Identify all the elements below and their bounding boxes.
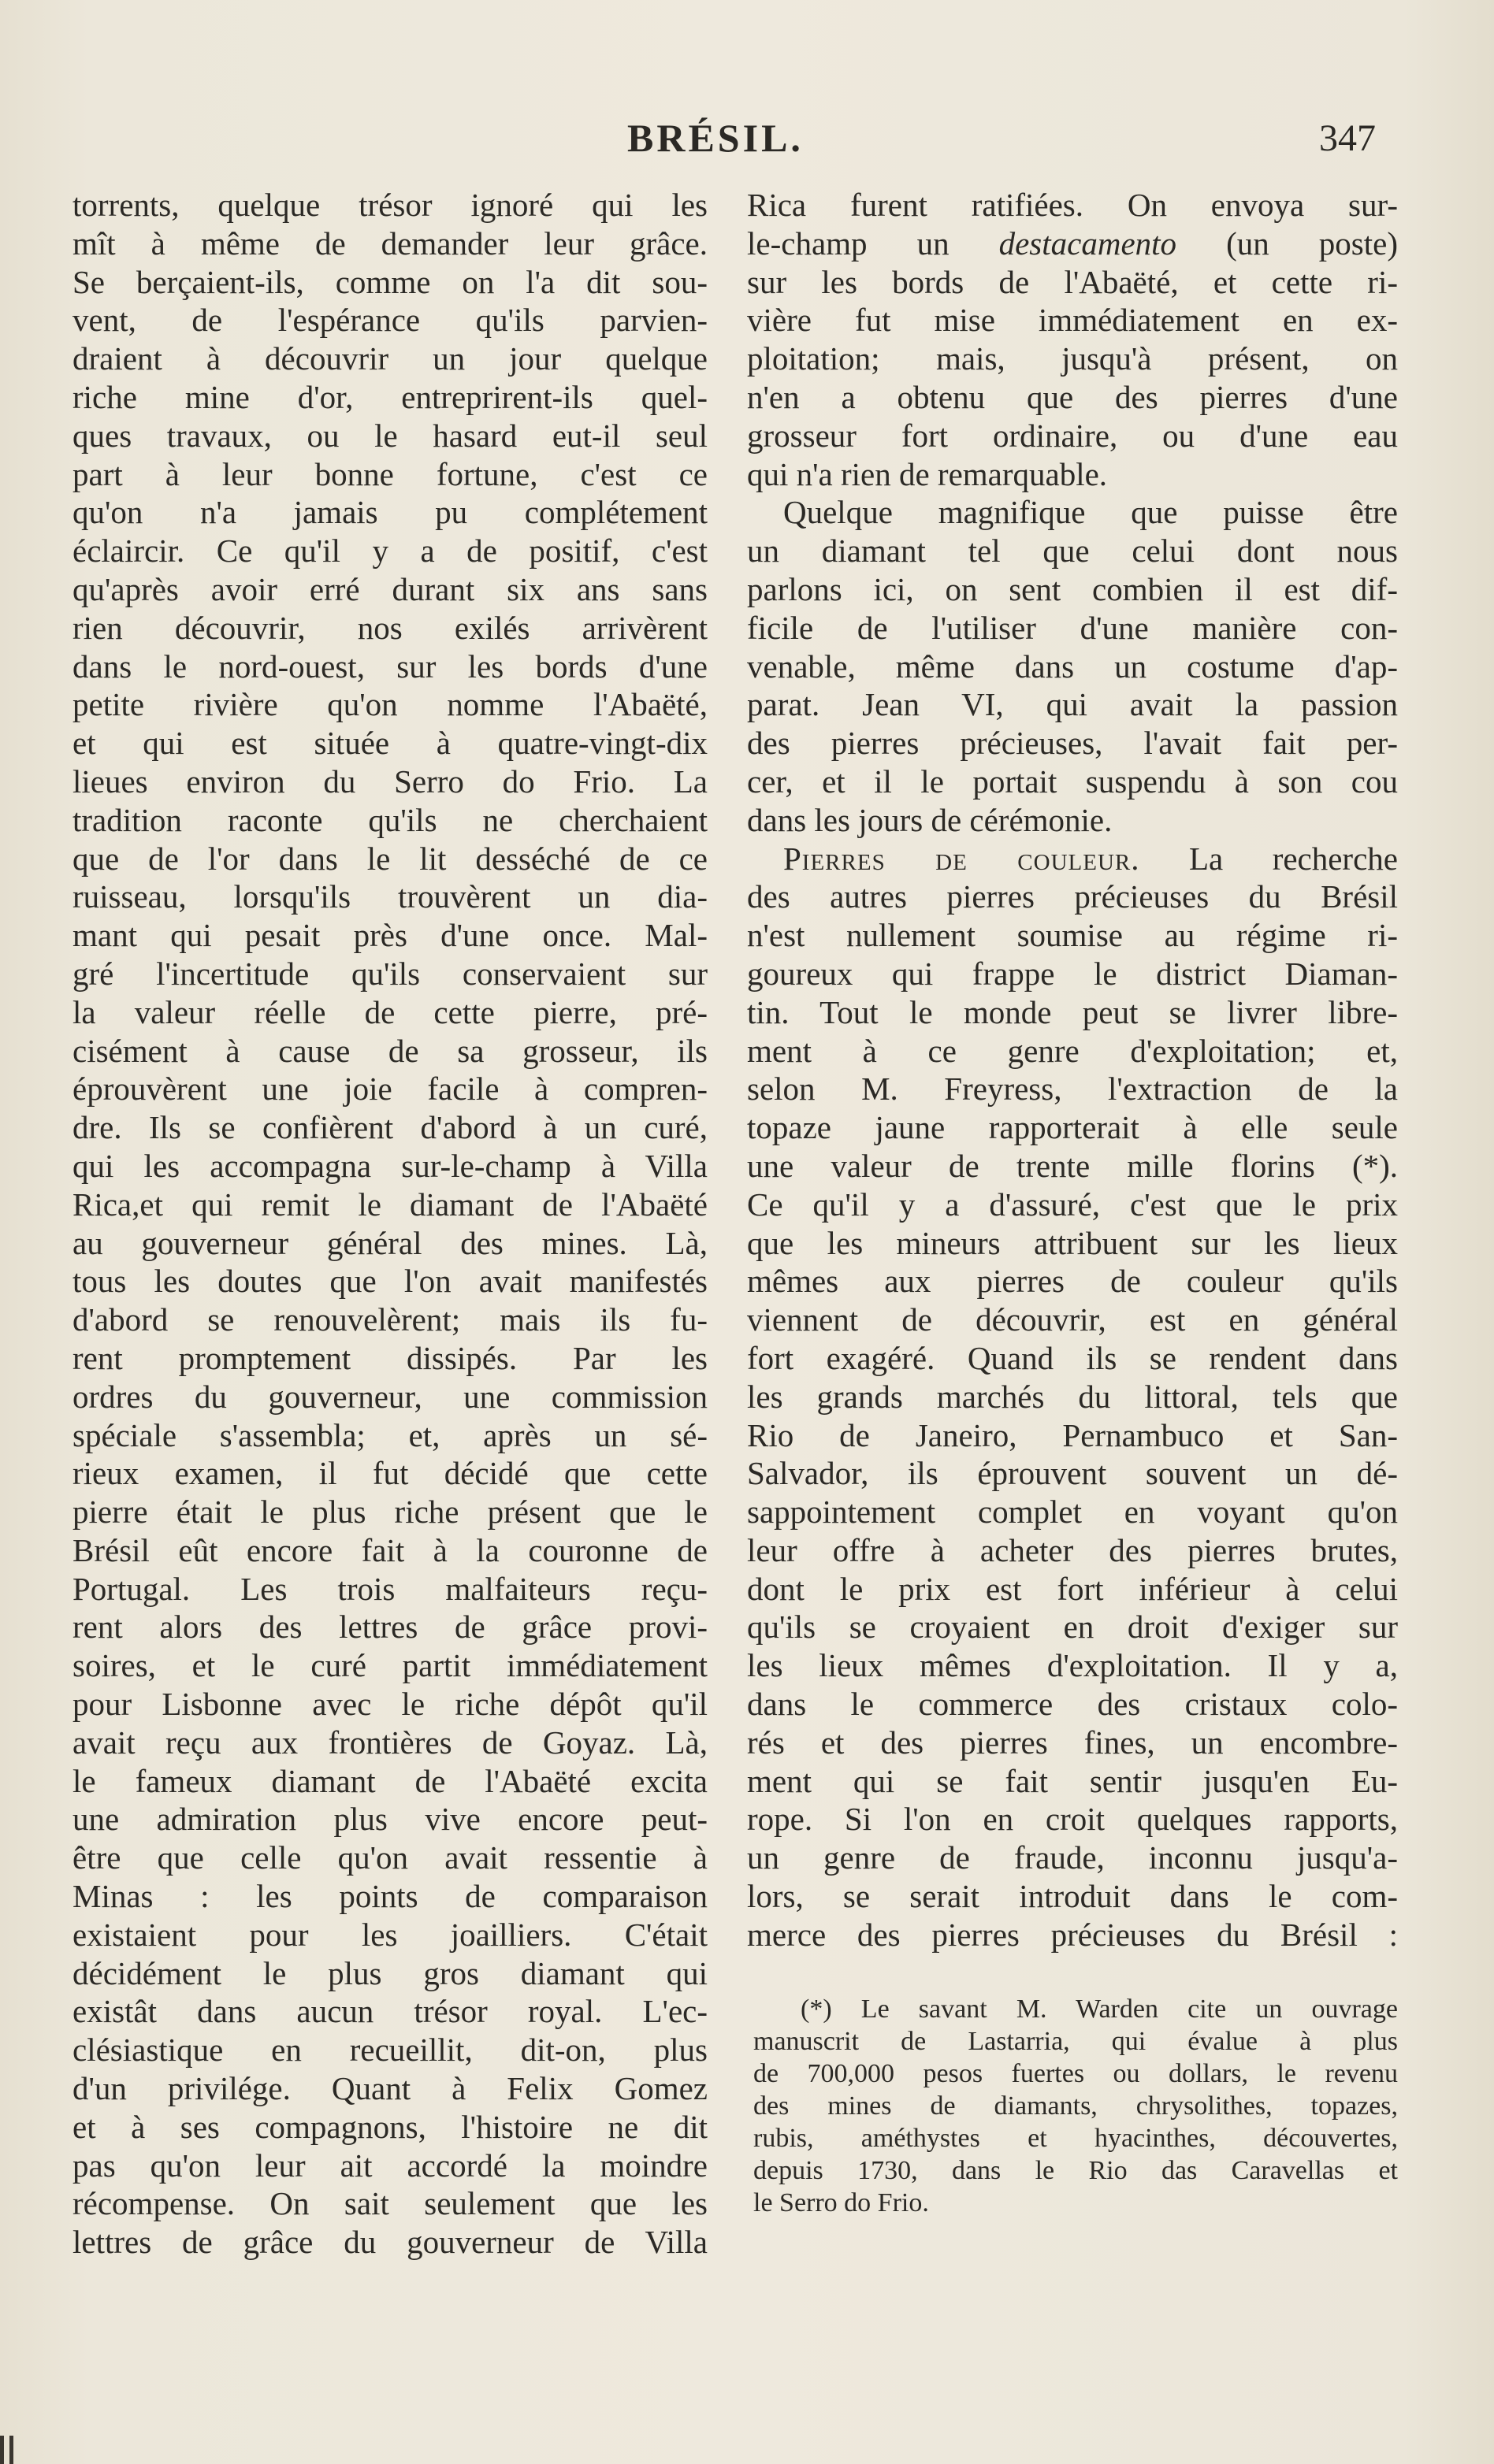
text-line: mant qui pesait près d'une once. Mal- <box>72 917 708 954</box>
text-line: ploitation; mais, jusqu'à présent, on <box>747 340 1398 377</box>
text-line: draient à découvrir un jour quelque <box>72 340 708 377</box>
text-line: soires, et le curé partit immédiatement <box>72 1647 708 1684</box>
text-line: rent promptement dissipés. Par les <box>72 1339 708 1376</box>
scan-edge-mark <box>0 2436 14 2464</box>
text-line: décidément le plus gros diamant qui <box>72 1954 708 1991</box>
text-line: d'un privilége. Quant à Felix Gomez <box>72 2070 708 2107</box>
text-line: récompense. On sait seulement que les <box>72 2185 708 2222</box>
text-line: parlons ici, on sent combien il est dif- <box>747 570 1398 607</box>
text-line: Rica,et qui remit le diamant de l'Abaëté <box>72 1186 708 1223</box>
text-line: pour Lisbonne avec le riche dépôt qu'il <box>72 1686 708 1723</box>
text-line: n'en a obtenu que des pierres d'une <box>747 378 1398 415</box>
text-line: Minas : les points de comparaison <box>72 1878 708 1915</box>
footnote-line: rubis, améthystes et hyacinthes, découvertes, <box>753 2124 1398 2153</box>
text-line: rés et des pierres fines, un encombre- <box>747 1724 1398 1761</box>
text-line: lettres de grâce du gouverneur de Villa <box>72 2224 708 2261</box>
text-line: dans les jours de cérémonie. <box>747 801 1113 838</box>
text-line: la valeur réelle de cette pierre, pré- <box>72 993 708 1030</box>
text-line: que les mineurs attribuent sur les lieux <box>747 1224 1398 1261</box>
text-line: vière fut mise immédiatement en ex- <box>747 302 1398 339</box>
text-line: au gouverneur général des mines. Là, <box>72 1224 708 1261</box>
text-line: tous les doutes que l'on avait manifestés <box>72 1263 708 1300</box>
text-line: torrents, quelque trésor ignoré qui les <box>72 187 708 223</box>
text-line: ruisseau, lorsqu'ils trouvèrent un dia- <box>72 878 708 915</box>
text-line: tin. Tout le monde peut se livrer libre- <box>747 993 1398 1030</box>
text-line: Salvador, ils éprouvent souvent un dé- <box>747 1455 1398 1492</box>
text-line: et à ses compagnons, l'histoire ne dit <box>72 2108 708 2145</box>
text-line: pierre était le plus riche présent que le <box>72 1494 708 1531</box>
text-line: Se berçaient-ils, comme on l'a dit sou- <box>72 263 708 300</box>
text-line: être que celle qu'on avait ressentie à <box>72 1839 708 1876</box>
text-line: un genre de fraude, inconnu jusqu'a- <box>747 1839 1398 1876</box>
text-line: avait reçu aux frontières de Goyaz. Là, <box>72 1724 708 1761</box>
text-line: rent alors des lettres de grâce provi- <box>72 1609 708 1646</box>
text-line: cisément à cause de sa grosseur, ils <box>72 1032 708 1069</box>
text-line: lors, se serait introduit dans le com- <box>747 1878 1398 1915</box>
text-line: gré l'incertitude qu'ils conservaient sur <box>72 955 708 992</box>
text-line: éprouvèrent une joie facile à compren- <box>72 1071 708 1108</box>
text-line: qui n'a rien de remarquable. <box>747 455 1108 492</box>
text-line: Rica furent ratifiées. On envoya sur- <box>747 187 1398 223</box>
text-line: et qui est située à quatre-vingt-dix <box>72 725 708 762</box>
text-line: Brésil eût encore fait à la couronne de <box>72 1531 708 1568</box>
section-heading: Pierres de couleur. <box>783 840 1140 877</box>
text-line: mît à même de demander leur grâce. <box>72 225 708 262</box>
text-line: Rio de Janeiro, Pernambuco et San- <box>747 1416 1398 1453</box>
text-fragment: le-champ un <box>747 225 999 262</box>
text-line: rieux examen, il fut décidé que cette <box>72 1455 708 1492</box>
text-line: goureux qui frappe le district Diaman- <box>747 955 1398 992</box>
text-line: tradition raconte qu'ils ne cherchaient <box>72 801 708 838</box>
footnote-line: le Serro do Frio. <box>753 2188 929 2217</box>
text-line: qu'ils se croyaient en droit d'exiger sur <box>747 1609 1398 1646</box>
text-line: pas qu'on leur ait accordé la moindre <box>72 2147 708 2184</box>
text-line: vent, de l'espérance qu'ils parvien- <box>72 302 708 339</box>
text-line: dans le commerce des cristaux colo- <box>747 1686 1398 1723</box>
text-line: topaze jaune rapporterait à elle seule <box>747 1109 1398 1146</box>
text-line: des autres pierres précieuses du Brésil <box>747 878 1398 915</box>
text-line: qu'après avoir erré durant six ans sans <box>72 570 708 607</box>
page-number: 347 <box>1319 117 1376 159</box>
italic-term: destacamento <box>998 225 1177 262</box>
text-fragment: (un poste) <box>1176 225 1398 262</box>
text-line: parat. Jean VI, qui avait la passion <box>747 686 1398 723</box>
text-line: cer, et il le portait suspendu à son cou <box>747 763 1398 800</box>
text-line: Portugal. Les trois malfaiteurs reçu- <box>72 1570 708 1607</box>
text-line: d'abord se renouvelèrent; mais ils fu- <box>72 1301 708 1338</box>
text-line: part à leur bonne fortune, c'est ce <box>72 455 708 492</box>
text-line: des pierres précieuses, l'avait fait per- <box>747 725 1398 762</box>
text-line: rope. Si l'on en croit quelques rapports, <box>747 1801 1398 1838</box>
text-line: ficile de l'utiliser d'une manière con- <box>747 609 1398 646</box>
footnote-line: de 700,000 pesos fuertes ou dollars, le revenu <box>753 2059 1398 2088</box>
left-column <box>72 186 708 2262</box>
text-line: existaient pour les joailliers. C'était <box>72 1916 708 1953</box>
text-line: n'est nullement soumise au régime ri- <box>747 917 1398 954</box>
text-line: fort exagéré. Quand ils se rendent dans <box>747 1339 1398 1376</box>
text-line: grosseur fort ordinaire, ou d'une eau <box>747 417 1398 454</box>
text-line: dre. Ils se confièrent d'abord à un curé, <box>72 1109 708 1146</box>
text-line: Quelque magnifique que puisse être <box>783 494 1398 531</box>
footnote <box>753 1993 1398 2219</box>
text-line: merce des pierres précieuses du Brésil : <box>747 1916 1398 1953</box>
text-line: ordres du gouverneur, une commission <box>72 1378 708 1415</box>
text-line: une admiration plus vive encore peut- <box>72 1801 708 1838</box>
text-line: mêmes aux pierres de couleur qu'ils <box>747 1263 1398 1300</box>
footnote-line: manuscrit de Lastarria, qui évalue à plus <box>753 2027 1398 2056</box>
text-line <box>747 225 1398 263</box>
text-line: dont le prix est fort inférieur à celui <box>747 1570 1398 1607</box>
text-line: selon M. Freyress, l'extraction de la <box>747 1071 1398 1108</box>
text-line: qu'on n'a jamais pu complétement <box>72 494 708 531</box>
text-line: sur les bords de l'Abaëté, et cette ri- <box>747 263 1398 300</box>
footnote-line: (*) Le savant M. Warden cite un ouvrage <box>801 1995 1398 2024</box>
text-line: leur offre à acheter des pierres brutes, <box>747 1531 1398 1568</box>
footnote-line: depuis 1730, dans le Rio das Caravellas et <box>753 2156 1398 2185</box>
text-line: rien découvrir, nos exilés arrivèrent <box>72 609 708 646</box>
text-line: les grands marchés du littoral, tels que <box>747 1378 1398 1415</box>
text-line: ment à ce genre d'exploitation; et, <box>747 1032 1398 1069</box>
text-fragment: La recherche <box>1139 840 1398 877</box>
text-line: viennent de découvrir, est en général <box>747 1301 1398 1338</box>
right-column <box>747 186 1398 1954</box>
text-line: riche mine d'or, entreprirent-ils quel- <box>72 378 708 415</box>
text-line: que de l'or dans le lit desséché de ce <box>72 840 708 877</box>
text-line: existât dans aucun trésor royal. L'ec- <box>72 1993 708 2030</box>
text-line: une valeur de trente mille florins (*). <box>747 1147 1398 1184</box>
text-line: un diamant tel que celui dont nous <box>747 533 1398 570</box>
text-line: éclaircir. Ce qu'il y a de positif, c'est <box>72 533 708 570</box>
text-line: les lieux mêmes d'exploitation. Il y a, <box>747 1647 1398 1684</box>
text-line: spéciale s'assembla; et, après un sé- <box>72 1416 708 1453</box>
text-line: ment qui se fait sentir jusqu'en Eu- <box>747 1762 1398 1799</box>
text-line: ques travaux, ou le hasard eut-il seul <box>72 417 708 454</box>
text-line: le fameux diamant de l'Abaëté excita <box>72 1762 708 1799</box>
text-line <box>747 840 1398 878</box>
text-line: Ce qu'il y a d'assuré, c'est que le prix <box>747 1186 1398 1223</box>
text-line: venable, même dans un costume d'ap- <box>747 648 1398 685</box>
running-header-title: BRÉSIL. <box>627 116 804 160</box>
text-line: clésiastique en recueillit, dit-on, plus <box>72 2032 708 2069</box>
text-line: sappointement complet en voyant qu'on <box>747 1494 1398 1531</box>
text-line: lieues environ du Serro do Frio. La <box>72 763 708 800</box>
text-line: qui les accompagna sur-le-champ à Villa <box>72 1147 708 1184</box>
footnote-line: des mines de diamants, chrysolithes, topazes, <box>753 2091 1398 2121</box>
text-line: petite rivière qu'on nomme l'Abaëté, <box>72 686 708 723</box>
text-line: dans le nord-ouest, sur les bords d'une <box>72 648 708 685</box>
